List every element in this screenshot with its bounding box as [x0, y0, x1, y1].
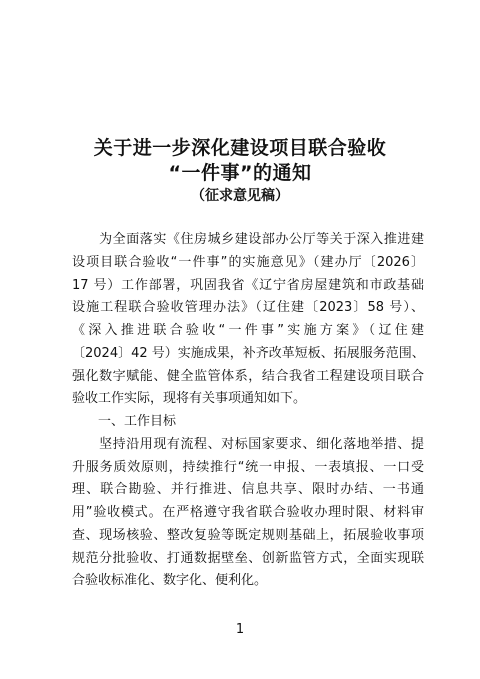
paragraph-line: 理、联合勘验、并行推进、信息共享、限时办结、一书通 — [72, 482, 424, 498]
paragraph-line: 验收工作实际，现将有关事项通知如下。 — [72, 391, 307, 407]
paragraph-line: 强化数字赋能、健全监管体系，结合我省工程建设项目联合 — [72, 368, 424, 384]
document-title-line-2: “一件事”的通知 — [168, 162, 312, 184]
paragraph-line: 〔2024〕42 号）实施成果，补齐改革短板、拓展服务范围、 — [72, 345, 425, 361]
paragraph-line: 《深入推进联合验收“一件事”实施方案》（辽住建 — [72, 323, 424, 338]
paragraph-line: 合验收标准化、数字化、便利化。 — [72, 573, 268, 589]
paragraph-line: 坚持沿用现有流程、对标国家要求、细化落地举措、提 — [72, 436, 424, 452]
document-subtitle: （征求意见稿） — [191, 188, 289, 204]
paragraph-line: 为全面落实《住房城乡建设部办公厅等关于深入推进建 — [72, 232, 424, 247]
page-number: 1 — [235, 622, 245, 637]
paragraph-line: 设项目联合验收“一件事”的实施意见》（建办厅〔2026〕 — [72, 254, 424, 270]
document-title-line-1: 关于进一步深化建设项目联合验收 — [93, 137, 387, 159]
paragraph-line: 规范分批验收、打通数据壁垒、创新监管方式，全面实现联 — [72, 550, 424, 566]
paragraph-line: 设施工程联合验收管理办法》（辽住建〔2023〕58 号）、 — [72, 300, 424, 316]
section-heading: 一、工作目标 — [72, 414, 177, 429]
paragraph-line: 17 号）工作部署，巩固我省《辽宁省房屋建筑和市政基础 — [72, 277, 424, 293]
paragraph-line: 升服务质效原则，持续推行“统一申报、一表填报、一口受 — [72, 459, 424, 475]
paragraph-line: 查、现场核验、整改复验等既定规则基础上，拓展验收事项 — [72, 527, 424, 543]
paragraph-line: 用”验收模式。在严格遵守我省联合验收办理时限、材料审 — [72, 505, 424, 520]
paragraph-intro — [72, 229, 424, 593]
